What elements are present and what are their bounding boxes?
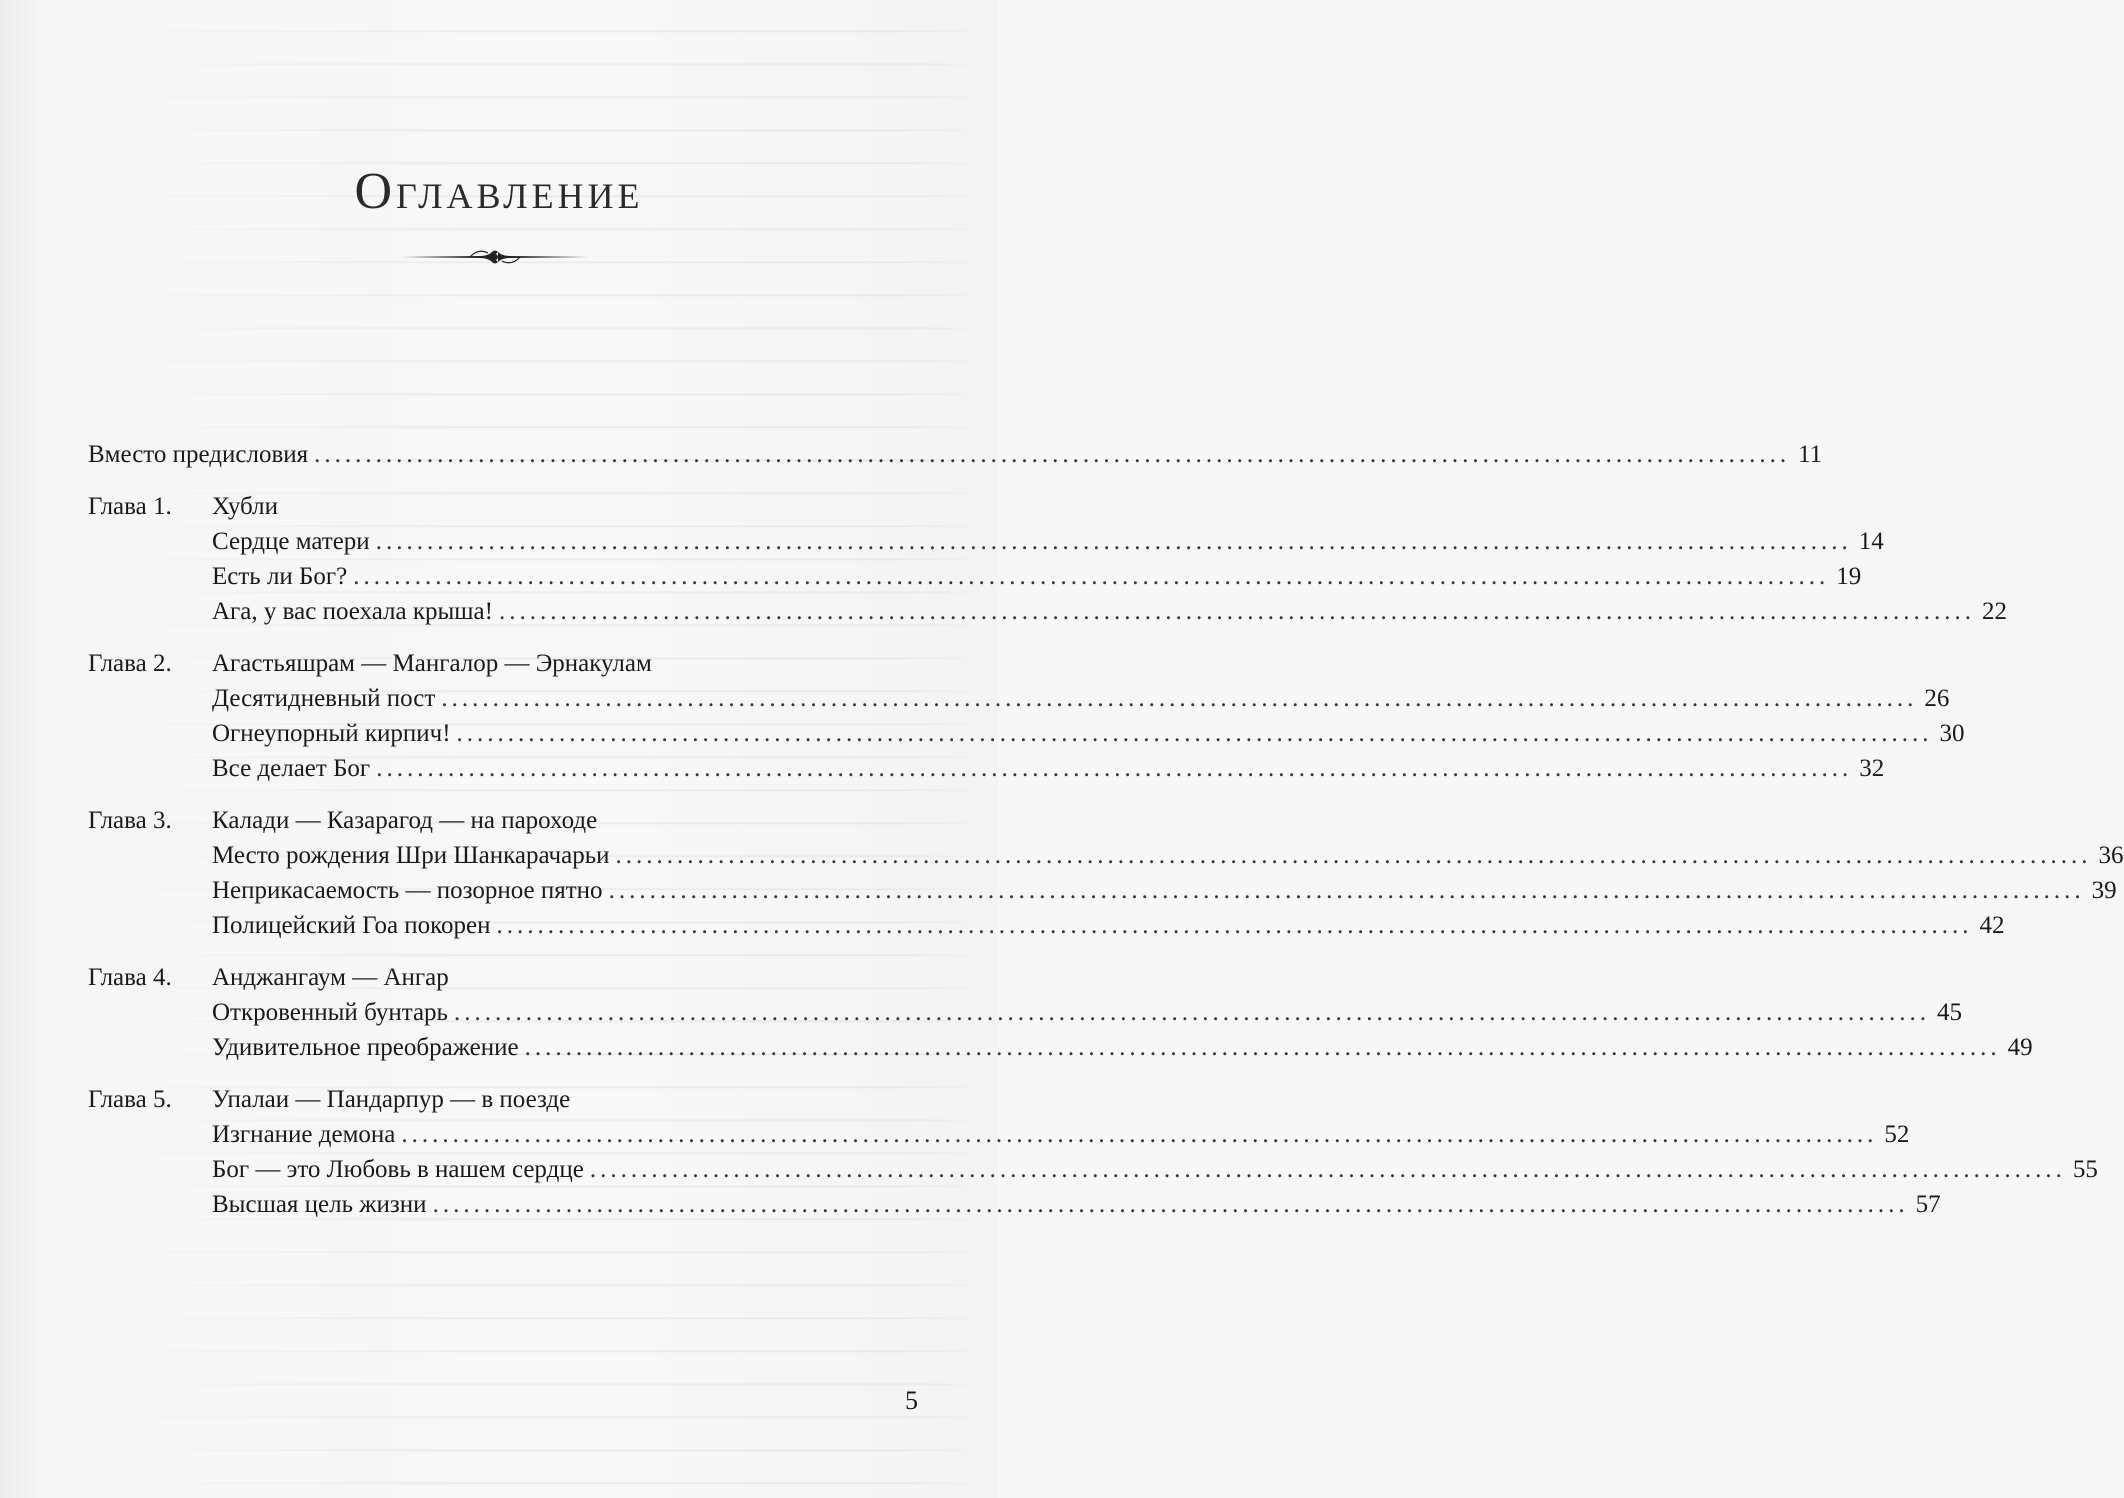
section-gap bbox=[88, 1065, 910, 1082]
toc-entry[interactable] bbox=[88, 594, 2007, 629]
entry-page-number: 19 bbox=[1836, 563, 1862, 590]
chapter-title: Агастьяшрам — Мангалор — Эрнакулам bbox=[212, 650, 652, 677]
entry-page-number: 55 bbox=[2072, 1156, 2098, 1183]
entry-title: Откровенный бунтарь bbox=[212, 999, 448, 1026]
toc-entry[interactable] bbox=[88, 1030, 2033, 1065]
page-number: 5 bbox=[905, 1386, 918, 1415]
dot-leader: ................................................................................................................................................ bbox=[314, 441, 1791, 468]
toc-entry[interactable] bbox=[88, 908, 2005, 943]
section-gap bbox=[88, 629, 910, 646]
entry-page-number: 26 bbox=[1924, 685, 1950, 712]
entry-page-number: 45 bbox=[1936, 999, 1962, 1026]
toc-entry[interactable] bbox=[88, 751, 1885, 786]
chapter-number: Глава 1. bbox=[88, 493, 172, 520]
ornament-divider bbox=[400, 244, 590, 270]
entry-title: Сердце матери bbox=[212, 528, 370, 555]
dot-leader: ................................................................................................................................................ bbox=[432, 1191, 1909, 1218]
dot-leader: ................................................................................................................................................ bbox=[498, 598, 1975, 625]
chapter-heading bbox=[88, 489, 910, 524]
dot-leader: ................................................................................................................................................ bbox=[375, 528, 1852, 555]
entry-title: Ага, у вас поехала крыша! bbox=[212, 598, 493, 625]
entry-page-number: 22 bbox=[1981, 598, 2007, 625]
chapter-heading bbox=[88, 960, 910, 995]
entry-title: Полицейский Гоа покорен bbox=[212, 912, 491, 939]
toc-entry[interactable] bbox=[88, 559, 1862, 594]
chapter-number: Глава 5. bbox=[88, 1086, 172, 1113]
entry-title: Удивительное преображение bbox=[212, 1034, 519, 1061]
dot-leader: ................................................................................................................................................ bbox=[456, 720, 1933, 747]
toc-entry[interactable] bbox=[88, 681, 1950, 716]
entry-page-number: 49 bbox=[2007, 1034, 2033, 1061]
section-gap bbox=[88, 786, 910, 803]
entry-page-number: 52 bbox=[1884, 1121, 1910, 1148]
chapter-title: Хубли bbox=[212, 493, 278, 520]
dot-leader: ................................................................................................................................................ bbox=[524, 1034, 2001, 1061]
chapter-heading bbox=[88, 1082, 910, 1117]
dot-leader: ................................................................................................................................................ bbox=[401, 1121, 1878, 1148]
chapter-title: Упалаи — Пандарпур — в поезде bbox=[212, 1086, 571, 1113]
toc-entry[interactable] bbox=[88, 524, 1884, 559]
dot-leader: ................................................................................................................................................ bbox=[453, 999, 1930, 1026]
entry-title: Огнеупорный кирпич! bbox=[212, 720, 451, 747]
dot-leader: ................................................................................................................................................ bbox=[441, 685, 1918, 712]
entry-title: Все делает Бог bbox=[212, 755, 371, 782]
section-gap bbox=[88, 472, 910, 489]
entry-title: Есть ли Бог? bbox=[212, 563, 348, 590]
entry-page-number: 36 bbox=[2098, 842, 2124, 869]
entry-page-number: 14 bbox=[1858, 528, 1884, 555]
toc-entry[interactable] bbox=[88, 873, 2117, 908]
entry-page-number: 39 bbox=[2091, 877, 2117, 904]
chapter-title: Калади — Казарагод — на пароходе bbox=[212, 807, 598, 834]
entry-title: Бог — это Любовь в нашем сердце bbox=[212, 1156, 584, 1183]
toc-entry[interactable] bbox=[88, 437, 1823, 472]
toc-entry[interactable] bbox=[88, 716, 1965, 751]
chapter-heading bbox=[88, 646, 910, 681]
chapter-title: Анджангаум — Ангар bbox=[212, 964, 449, 991]
entry-title: Вместо предисловия bbox=[88, 441, 309, 468]
dot-leader: ................................................................................................................................................ bbox=[608, 877, 2085, 904]
toc-entry[interactable] bbox=[88, 1117, 1910, 1152]
entry-title: Высшая цель жизни bbox=[212, 1191, 427, 1218]
chapter-number: Глава 2. bbox=[88, 650, 172, 677]
chapter-number: Глава 3. bbox=[88, 807, 172, 834]
dot-leader: ................................................................................................................................................ bbox=[615, 842, 2092, 869]
entry-title: Изгнание демона bbox=[212, 1121, 396, 1148]
toc-entry[interactable] bbox=[88, 838, 2124, 873]
entry-title: Десятидневный пост bbox=[212, 685, 436, 712]
entry-page-number: 30 bbox=[1939, 720, 1965, 747]
dot-leader: ................................................................................................................................................ bbox=[589, 1156, 2066, 1183]
dot-leader: ................................................................................................................................................ bbox=[496, 912, 1973, 939]
toc-entry[interactable] bbox=[88, 995, 1962, 1030]
toc-entry[interactable] bbox=[88, 1152, 2098, 1187]
section-gap bbox=[88, 943, 910, 960]
entry-page-number: 11 bbox=[1798, 441, 1823, 468]
toc-entry[interactable] bbox=[88, 1187, 1941, 1222]
chapter-heading bbox=[88, 803, 910, 838]
entry-page-number: 42 bbox=[1979, 912, 2005, 939]
dot-leader: ................................................................................................................................................ bbox=[353, 563, 1830, 590]
page-title: Оглавление bbox=[354, 163, 644, 220]
entry-page-number: 32 bbox=[1859, 755, 1885, 782]
dot-leader: ................................................................................................................................................ bbox=[376, 755, 1853, 782]
entry-page-number: 57 bbox=[1915, 1191, 1941, 1218]
entry-title: Место рождения Шри Шанкарачарьи bbox=[212, 842, 610, 869]
entry-title: Неприкасаемость — позорное пятно bbox=[212, 877, 603, 904]
chapter-number: Глава 4. bbox=[88, 964, 172, 991]
table-of-contents bbox=[88, 437, 2124, 1222]
